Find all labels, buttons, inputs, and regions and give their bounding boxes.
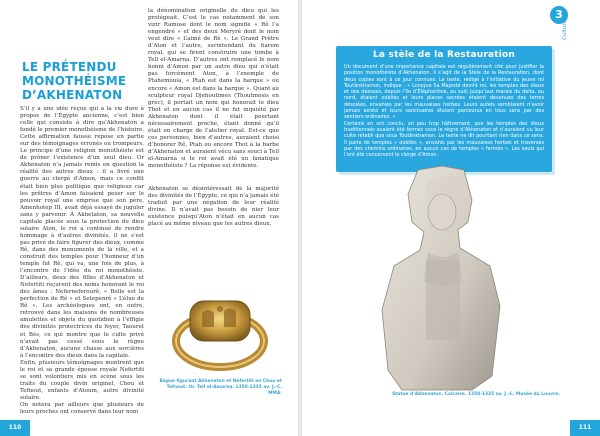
body-paragraph: la dénomination originelle du dieu qui les protégeait. C’est le cas notamment de son vizir Ramose dont le nom signifie « Rê l’a engendré » et des deux Meryrê dont le nom veut dire « L’aimé de Rê ». Le Grand Prêtre d’Aton et l’autre, surintendant du harem royal, qui se firent construire une tombe à Tell el-Amarna. D’autres ont remplacé le nom honni d’Amon par un autre dieu qui n’était pas forcément Aton, à l’exemple de Ptahemouia, « Ptah est dans la barque » ou encore « Amon est dans la barque ». Quant au sculpteur royal Djehoutimes (Thoutmosis en grec), il portait un nom qui honorait le dieu Thot et en aucun cas il ne fut inquiété par Akhenaton dont il était pourtant nécessairement proche, étant donné qu’il était en charge de l’atelier royal. Est-ce que ces personnes, bien d’autres, auraient choisi d’honorer Rê, Ptah ou encore Thot à la barbe d’Akhenaton et auraient vécu sans souci à Tell el-Amarna si le roi avait été un fanatique monothéiste ? La réponse est évidente.: [148, 8, 279, 170]
right-page: [302, 0, 600, 436]
box-text: [344, 64, 544, 158]
text-column-2: [148, 8, 279, 170]
page-number-right: 111: [570, 420, 600, 436]
text-column-2-continued: [148, 186, 279, 228]
chapter-number-badge: 3: [550, 6, 568, 24]
box-title: La stèle de la Restauration: [372, 50, 516, 60]
article-title: [22, 60, 132, 102]
ring-image: [168, 291, 272, 371]
title-line: D’AKHENATON: [22, 88, 123, 102]
page-number-left: 110: [0, 420, 30, 436]
text-column-1: [20, 106, 144, 416]
body-paragraph: S’il y a une idée reçue qui a la vie dure à propos de l’Égypte ancienne, c’est bien celle qui consiste à dire qu’Akhenaton a fondé le premier monothéisme de l’histoire. Cette affirmation fausse repose en partie sur des témoignages erronés ou trompeurs. Le principe d’une religion monothéiste est de prôner l’existence d’un seul dieu. Or Akhenaton n’a jamais remis en question la réalité des autres dieux : il a livré une guerre au clergé d’Amon, mais ce conflit était bien plus politique que religieux car les prêtres d’Amon faisaient peser sur le pouvoir royal une emprise que son père, Amenhotep III, avait déjà essayé de juguler sans y parvenir. À Akhetaton, sa nouvelle capitale placée sous la protection du dieu solaire Aton, le roi a continué de rendre hommage à d’autres divinités, il ne s’est pas privé de faire figurer des dieux, comme Rê, dans des monuments de la ville, et a construit des temples pour l’honneur d’un temple fut Rê, qui va, une fois de plus, à l’encontre de l’idée du roi monothéiste. D’ailleurs, deux des filles d’Akhenaton et Nefertiti reçurent des noms honorant le roi des âmes : Neferneferourê, « Belle est la perfection de Rê » et Setepenrê « L’élue de Rê ». Les archéologues ont, en outre, retrouvé dans les maisons de nombreuses amulettes et objets du quotidien à l’effigie des divinités protectrices du foyer, Taouret et Bès, ce qui montre que le culte privé n’avait pas cessé sous le règne d’Akhenaton, aucune chasse aux sorcières à l’encontre des dieux dans la capitale.: [20, 106, 144, 359]
body-paragraph: Akhenaton se désintéressait de la majorité des divinités de l’Égypte, ce qui n’a jamais été traduit par une négation de leur réalité divine. Il n’avait pas besoin de nier leur existence puisqu’Aton n’était en aucun cas placé au même niveau que les autres dieux.: [148, 186, 279, 228]
title-line: LE PRÉTENDU: [22, 60, 117, 74]
box-paragraph: Certains en ont conclu, un peu trop hâtivement, que les temples des dieux traditionnels avaient été fermés sous le règne d’Akhenaton et n’auraient vu leur culte rétabli que sous Toutânkhamon. Le texte ne dit pourtant rien dans ce sens. Il parle de temples « oubliés », envahis par les mauvaises herbes et traversés par des chemins ordinaires, en aucun cas de temples « fermés ». Les seuls qui l’ont été concernent le clergé d’Amon.: [344, 120, 544, 159]
statue-image: [356, 160, 526, 392]
body-paragraph: On notera par ailleurs que plusieurs de leurs proches ont conservé dans leur nom: [20, 401, 144, 416]
body-paragraph: Enfin, plusieurs témoignages montrent que le roi et sa grande épouse royale Nefertiti se sont volontiers mis en scène sous les traits du couple divin originel, Chou et Tefnout, enfants d’Atoum, autre divinité solaire.: [20, 359, 144, 401]
box-paragraph: Un document d’une importance capitale est régulièrement cité pour justifier la position monothéiste d’Akhenaton. Il s’agit de la Stèle de la Restauration, dont deux copies sont à ce jour connues. Le texte, rédigé à l’initiative du jeune roi Toutânkhamon, indique : « Lorsque Sa Majesté devint roi, les temples des dieux et des déesses, depuis l’île d’Éléphantine, au sud, jusqu’aux marais du delta, au nord, étaient oubliés et leurs places sacrées étaient devenues des terres désolées, envahies par les mauvaises herbes. Leurs autels semblaient n’avoir jamais existé et leurs sanctuaires étaient parcourus en tous sens par des sentiers ordinaires. »: [344, 64, 544, 121]
title-line: MONOTHÉISME: [22, 74, 127, 88]
chapter-label: Culture: [562, 19, 568, 40]
statue-caption: Statue d’Akhenaton. Calcaire. 1350-1335 av. J.-C. Musée du Louvre.: [392, 392, 560, 397]
left-page: [0, 0, 298, 436]
sidebar-box: [336, 46, 552, 172]
ring-caption: Bague figurant Akhenaton et Nefertiti en Chou et Tefnout. Or. Tell el-Amarna. 1350-1335 av. J.-C. MMA.: [159, 379, 282, 396]
